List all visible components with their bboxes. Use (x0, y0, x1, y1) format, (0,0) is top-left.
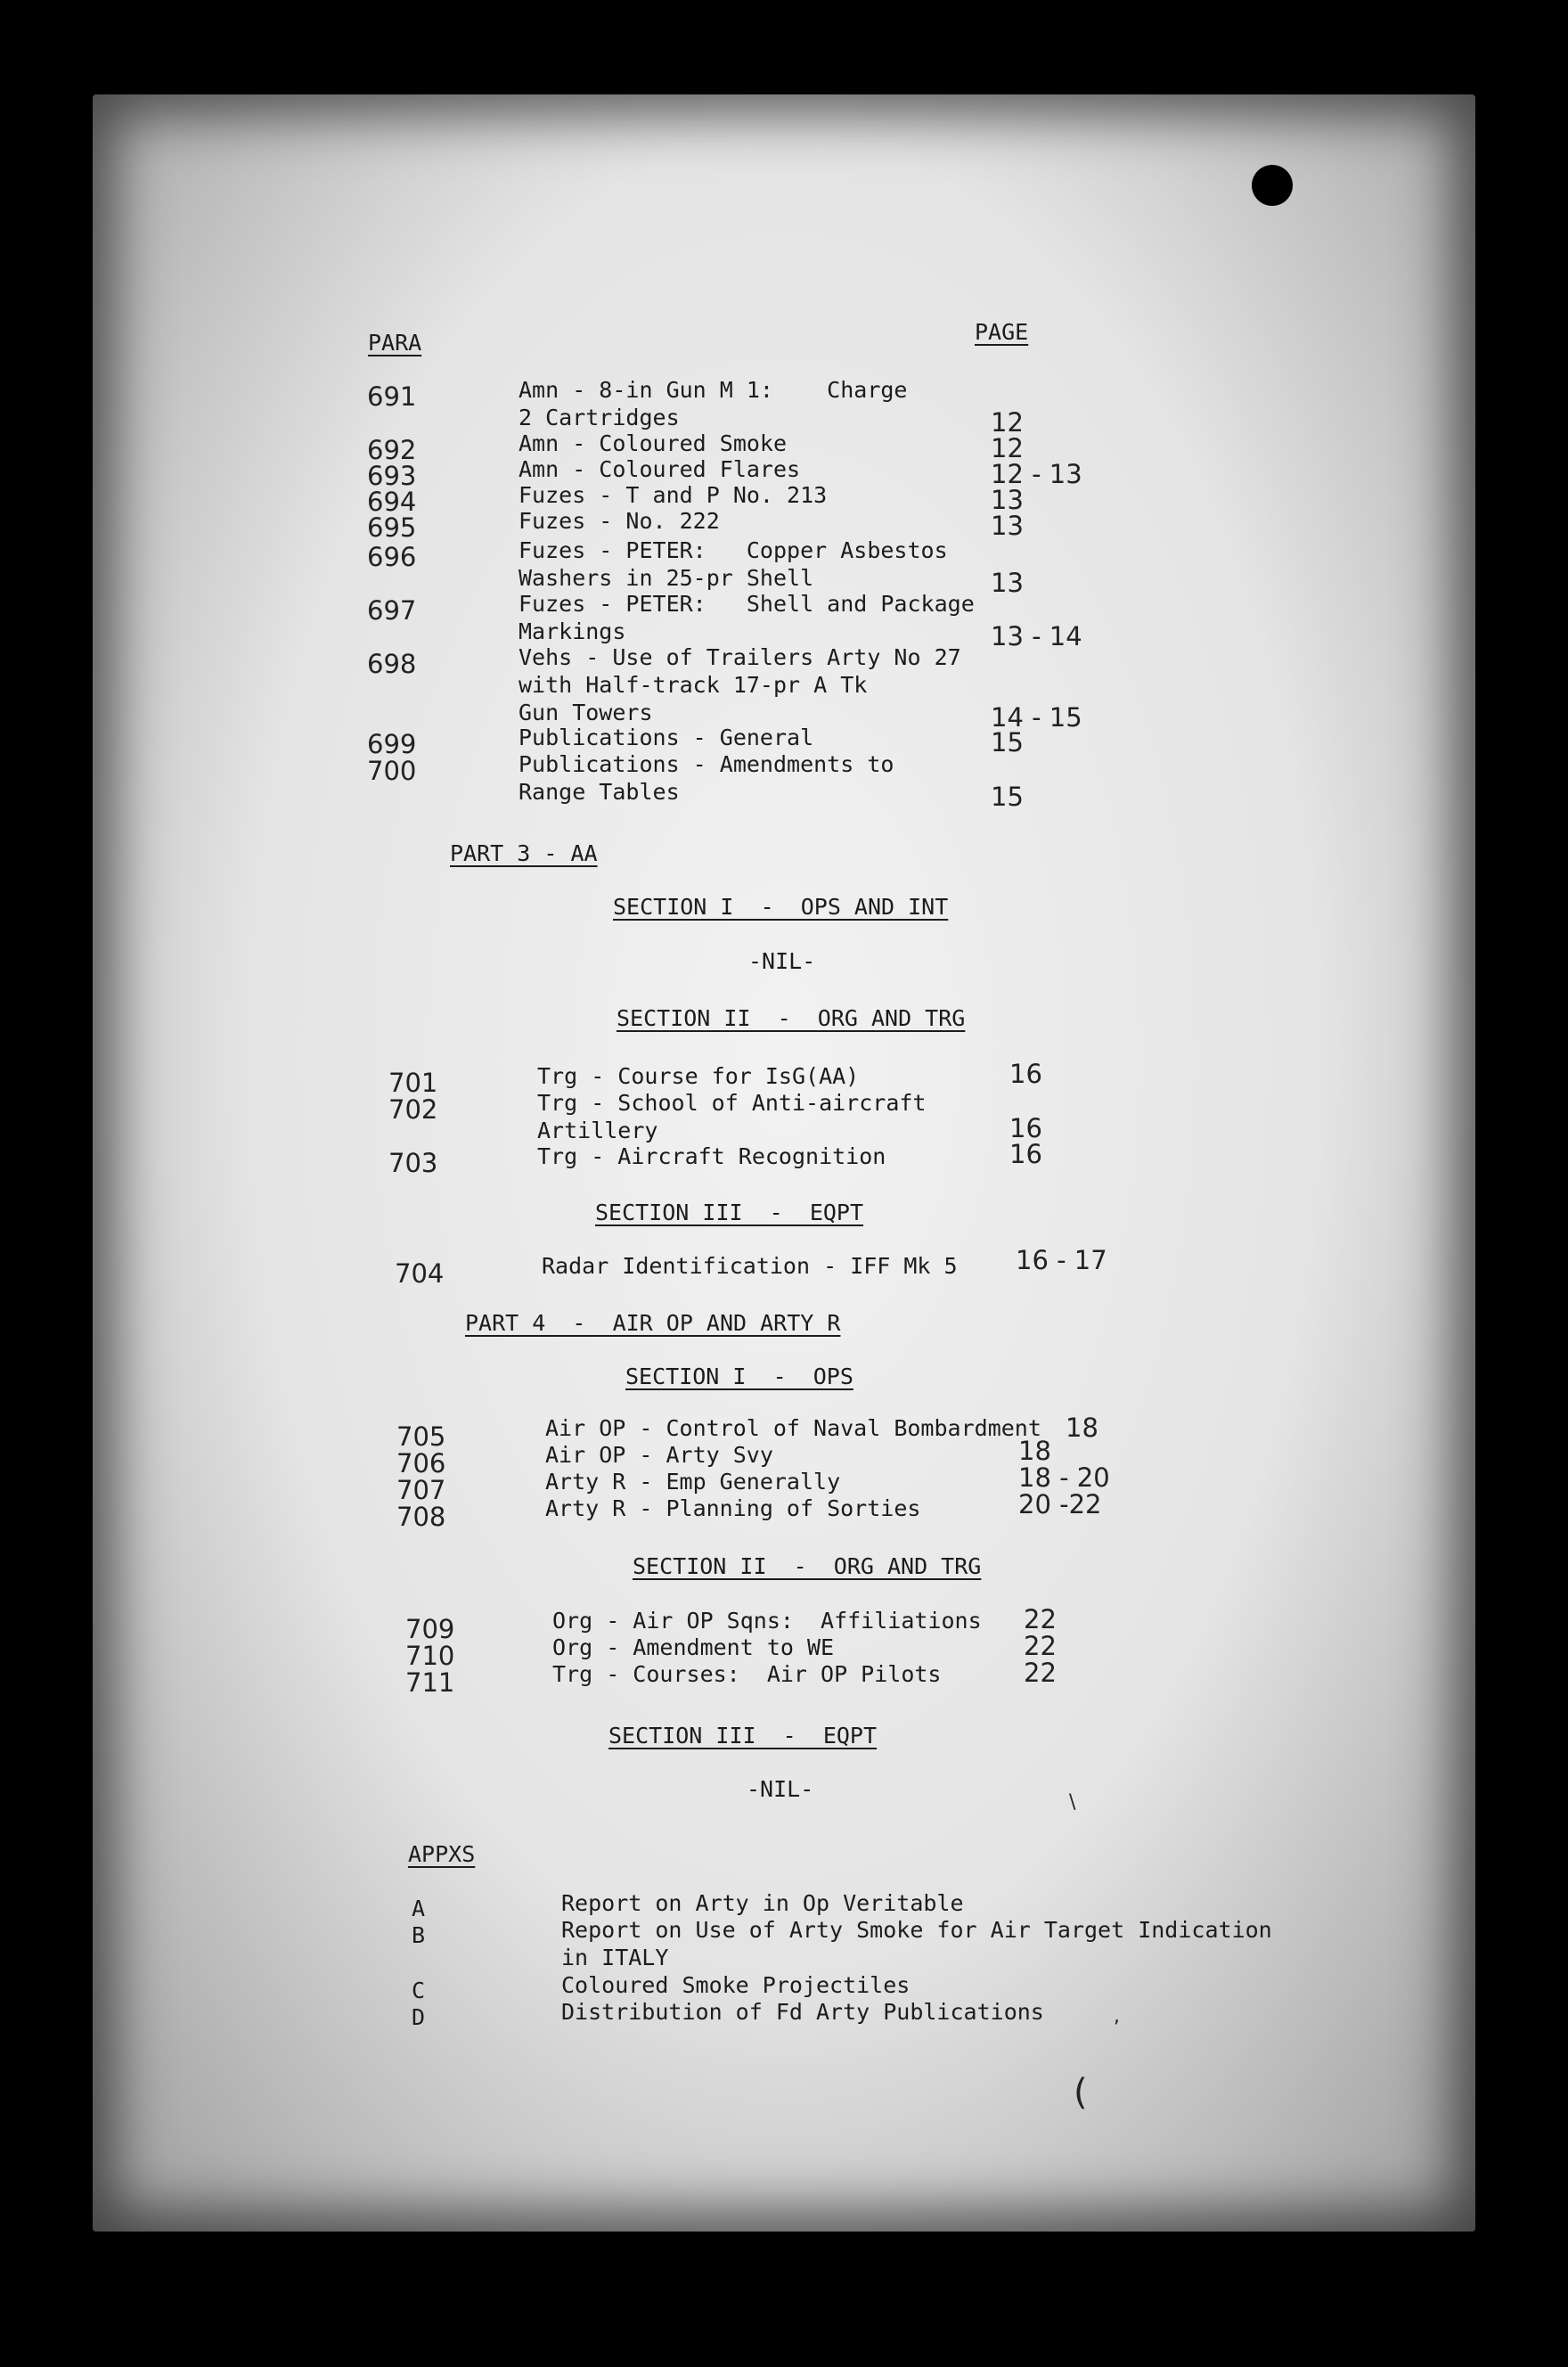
entry-title: Arty R - Emp Generally (545, 1469, 841, 1495)
para-number: 710 (405, 1641, 455, 1671)
entry-title: Fuzes - PETER: Shell and Package (519, 591, 975, 617)
pencil-mark: \ (1069, 1791, 1076, 1814)
pencil-mark: ( (1074, 2072, 1088, 2113)
page-number: 13 - 14 (991, 621, 1082, 651)
entry-title: Air OP - Control of Naval Bombardment (545, 1415, 1041, 1441)
page-number: 16 (1009, 1139, 1042, 1169)
section-heading: SECTION III - EQPT (595, 1200, 864, 1225)
appendix-letter: B (412, 1922, 426, 1948)
page-number: 15 (991, 727, 1024, 758)
para-number: 693 (367, 461, 417, 491)
entry-title: Publications - General (519, 725, 814, 750)
para-column-header: PARA (368, 330, 422, 356)
appendix-letter: D (412, 2004, 426, 2030)
appendix-title: Coloured Smoke Projectiles (561, 1972, 911, 1998)
page-number: 13 (991, 568, 1024, 598)
page-number: 16 (1009, 1113, 1042, 1143)
appendix-letter: A (412, 1896, 426, 1921)
nil-text: -NIL- (748, 948, 816, 974)
entry-title: Markings (519, 618, 626, 644)
page-number: 13 (991, 511, 1024, 541)
para-number: 702 (388, 1094, 438, 1125)
para-number: 701 (388, 1068, 438, 1098)
para-number: 691 (367, 381, 417, 412)
appendix-title: Report on Use of Arty Smoke for Air Target Indication (561, 1917, 1272, 1943)
para-number: 697 (367, 595, 417, 626)
page-number: 12 - 13 (991, 459, 1082, 489)
page-number: 18 (1066, 1413, 1098, 1443)
entry-title: Amn - 8-in Gun M 1: Charge (519, 377, 908, 403)
entry-title: Trg - Courses: Air OP Pilots (552, 1661, 942, 1687)
entry-title: 2 Cartridges (519, 405, 680, 430)
appendix-title: in ITALY (561, 1945, 669, 1970)
para-number: 711 (405, 1667, 455, 1698)
para-number: 699 (367, 729, 417, 759)
page-number: 14 - 15 (991, 702, 1082, 733)
entry-title: Artillery (537, 1118, 658, 1143)
pencil-mark: , (1114, 2005, 1120, 2027)
para-number: 707 (396, 1475, 446, 1505)
para-number: 695 (367, 512, 417, 543)
entry-title: with Half-track 17-pr A Tk (519, 672, 868, 698)
entry-title: Amn - Coloured Flares (519, 456, 801, 482)
entry-title: Washers in 25-pr Shell (519, 565, 814, 591)
page-number: 22 (1024, 1658, 1057, 1688)
entry-title: Trg - Course for IsG(AA) (537, 1063, 860, 1089)
section-heading: SECTION II - ORG AND TRG (633, 1553, 982, 1579)
punch-hole (1252, 165, 1293, 206)
nil-text: -NIL- (747, 1776, 814, 1802)
entry-title: Amn - Coloured Smoke (519, 430, 788, 456)
page-number: 15 (991, 782, 1024, 812)
para-number: 692 (367, 435, 417, 465)
entry-title: Air OP - Arty Svy (545, 1442, 773, 1468)
page-number: 16 - 17 (1016, 1245, 1107, 1275)
para-number: 705 (396, 1421, 446, 1452)
page-number: 18 (1018, 1436, 1051, 1466)
page-number: 22 (1024, 1631, 1057, 1661)
entry-title: Org - Amendment to WE (552, 1634, 835, 1660)
entry-title: Radar Identification - IFF Mk 5 (542, 1253, 958, 1279)
para-number: 704 (395, 1258, 445, 1289)
page-number: 20 -22 (1018, 1489, 1102, 1519)
appendix-title: Distribution of Fd Arty Publications (561, 1999, 1044, 2025)
para-number: 709 (405, 1614, 455, 1644)
appendix-letter: C (412, 1978, 426, 2003)
entry-title: Range Tables (519, 779, 680, 805)
page-number: 12 (991, 433, 1024, 463)
page-column-header: PAGE (975, 319, 1029, 345)
appendix-title: Report on Arty in Op Veritable (561, 1890, 964, 1916)
entry-title: Arty R - Planning of Sorties (545, 1495, 921, 1521)
entry-title: Vehs - Use of Trailers Arty No 27 (519, 644, 961, 670)
part-heading: PART 3 - AA (450, 840, 598, 866)
entry-title: Gun Towers (519, 700, 653, 725)
entry-title: Trg - Aircraft Recognition (537, 1143, 886, 1169)
entry-title: Trg - School of Anti-aircraft (537, 1090, 927, 1116)
para-number: 694 (367, 487, 417, 517)
section-heading: SECTION III - EQPT (608, 1723, 878, 1749)
entry-title: Fuzes - PETER: Copper Asbestos (519, 537, 948, 563)
para-number: 706 (396, 1448, 446, 1478)
page-number: 12 (991, 407, 1024, 438)
para-number: 700 (367, 756, 417, 786)
section-heading: SECTION II - ORG AND TRG (617, 1005, 966, 1031)
page-number: 22 (1024, 1604, 1057, 1634)
entry-title: Fuzes - T and P No. 213 (519, 482, 828, 508)
para-number: 698 (367, 649, 417, 679)
part-heading: PART 4 - AIR OP AND ARTY R (465, 1310, 841, 1336)
appendices-heading: APPXS (408, 1841, 476, 1867)
page-number: 18 - 20 (1018, 1462, 1110, 1493)
page-number: 13 (991, 485, 1024, 515)
entry-title: Org - Air OP Sqns: Affiliations (552, 1608, 982, 1634)
para-number: 696 (367, 542, 417, 572)
entry-title: Fuzes - No. 222 (519, 508, 720, 534)
section-heading: SECTION I - OPS (625, 1364, 853, 1389)
section-heading: SECTION I - OPS AND INT (613, 894, 949, 920)
entry-title: Publications - Amendments to (519, 751, 894, 777)
page-number: 16 (1009, 1059, 1042, 1089)
para-number: 708 (396, 1502, 446, 1532)
para-number: 703 (388, 1148, 438, 1178)
